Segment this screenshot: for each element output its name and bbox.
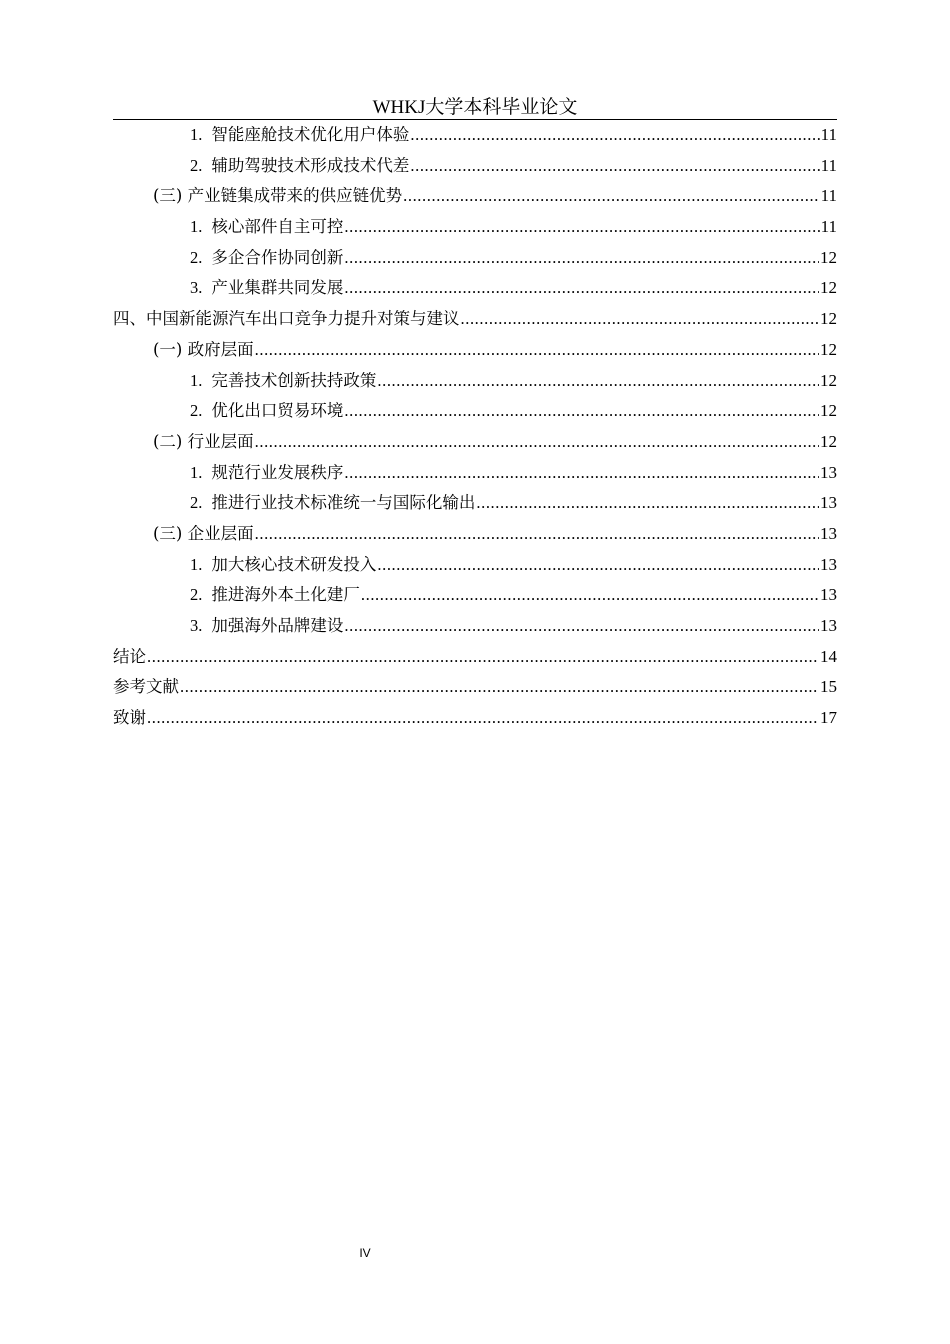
toc-entry[interactable] bbox=[113, 611, 837, 642]
toc-entry[interactable] bbox=[113, 519, 837, 550]
toc-entry-title: 产业集群共同发展 bbox=[211, 278, 344, 298]
toc-dot-leader bbox=[344, 212, 819, 243]
toc-entry-title: (三) 企业层面 bbox=[153, 523, 254, 543]
header-prefix: WHKJ bbox=[372, 97, 426, 118]
toc-entry-title: 加强海外品牌建设 bbox=[211, 616, 344, 635]
toc-dot-leader bbox=[403, 181, 820, 212]
toc-entry[interactable] bbox=[113, 212, 837, 243]
toc-entry-title: 规范行业发展秩序 bbox=[211, 462, 344, 482]
toc-dot-leader bbox=[476, 488, 819, 519]
toc-entry-page: 12 bbox=[820, 339, 837, 359]
toc-entry-title: 核心部件自主可控 bbox=[211, 217, 344, 237]
toc-entry-number: 2. bbox=[190, 155, 203, 175]
toc-entry-page: 14 bbox=[820, 646, 837, 666]
toc-entry[interactable] bbox=[113, 550, 837, 581]
toc-entry-page: 12 bbox=[820, 278, 837, 298]
header-title: 大学本科毕业论文 bbox=[425, 96, 578, 118]
toc-entry[interactable] bbox=[113, 396, 837, 427]
toc-entry-title: 致谢 bbox=[113, 708, 146, 728]
toc-entry-title: 多企合作协同创新 bbox=[211, 247, 344, 267]
toc-dot-leader bbox=[255, 519, 819, 550]
toc-dot-leader bbox=[255, 335, 819, 366]
toc-dot-leader bbox=[377, 550, 819, 581]
toc-dot-leader bbox=[147, 642, 819, 673]
toc-entry-number: 2. bbox=[190, 401, 203, 421]
page-header bbox=[113, 95, 837, 120]
toc-dot-leader bbox=[344, 611, 819, 642]
toc-entry-number: 2. bbox=[190, 247, 203, 267]
toc-entry[interactable] bbox=[113, 458, 837, 489]
toc-entry-title: 四、中国新能源汽车出口竞争力提升对策与建议 bbox=[113, 309, 460, 329]
toc-entry[interactable] bbox=[113, 304, 837, 335]
toc-dot-leader bbox=[344, 273, 819, 304]
toc-entry-page: 17 bbox=[820, 708, 837, 728]
toc-entry-number: 3. bbox=[190, 278, 203, 298]
toc-dot-leader bbox=[410, 151, 819, 182]
toc-entry-page: 15 bbox=[820, 677, 837, 697]
toc-entry-page: 11 bbox=[820, 125, 837, 144]
toc-entry-number: 1. bbox=[190, 125, 203, 144]
toc-dot-leader bbox=[461, 304, 820, 335]
toc-entry-title: 参考文献 bbox=[113, 677, 179, 697]
toc-entry-number: 1. bbox=[190, 554, 203, 574]
toc-dot-leader bbox=[255, 427, 819, 458]
toc-entry[interactable] bbox=[113, 672, 837, 703]
toc-entry-number: 1. bbox=[190, 217, 203, 237]
toc-entry-title: 推进行业技术标准统一与国际化输出 bbox=[211, 493, 476, 513]
toc-entry[interactable] bbox=[113, 273, 837, 304]
toc-dot-leader bbox=[344, 243, 819, 274]
toc-entry-page: 12 bbox=[820, 431, 837, 451]
table-of-contents bbox=[113, 120, 837, 734]
toc-entry-title: 辅助驾驶技术形成技术代差 bbox=[211, 155, 410, 175]
toc-dot-leader bbox=[180, 672, 819, 703]
toc-dot-leader bbox=[361, 580, 819, 611]
toc-entry-number: 3. bbox=[190, 616, 203, 635]
toc-entry[interactable] bbox=[113, 335, 837, 366]
toc-entry[interactable] bbox=[113, 366, 837, 397]
toc-entry-page: 12 bbox=[820, 370, 837, 390]
toc-dot-leader bbox=[344, 396, 819, 427]
toc-entry[interactable] bbox=[113, 120, 837, 151]
toc-entry-number: 1. bbox=[190, 370, 203, 390]
toc-entry-title: 优化出口贸易环境 bbox=[211, 401, 344, 421]
toc-entry-page: 11 bbox=[820, 155, 837, 175]
page-number: IV bbox=[359, 1246, 371, 1260]
toc-entry-number: 2. bbox=[190, 493, 203, 513]
toc-entry-page: 13 bbox=[820, 585, 837, 605]
toc-entry[interactable] bbox=[113, 243, 837, 274]
toc-entry-page: 13 bbox=[820, 462, 837, 482]
toc-dot-leader bbox=[377, 366, 819, 397]
toc-entry-number: 1. bbox=[190, 462, 203, 482]
toc-entry-page: 12 bbox=[820, 247, 837, 267]
toc-entry[interactable] bbox=[113, 580, 837, 611]
toc-entry-page: 13 bbox=[820, 616, 837, 635]
toc-entry-page: 13 bbox=[820, 523, 837, 543]
toc-entry-title: 加大核心技术研发投入 bbox=[211, 554, 377, 574]
toc-entry-page: 12 bbox=[820, 309, 837, 329]
toc-entry-title: 完善技术创新扶持政策 bbox=[211, 370, 377, 390]
toc-entry[interactable] bbox=[113, 427, 837, 458]
toc-entry-number: 2. bbox=[190, 585, 203, 605]
toc-entry-title: (二) 行业层面 bbox=[153, 431, 254, 451]
toc-entry-title: (三) 产业链集成带来的供应链优势 bbox=[153, 186, 403, 206]
toc-entry-page: 12 bbox=[820, 401, 837, 421]
toc-entry-page: 13 bbox=[820, 493, 837, 513]
toc-dot-leader bbox=[344, 458, 819, 489]
toc-entry[interactable] bbox=[113, 488, 837, 519]
toc-entry-page: 13 bbox=[820, 554, 837, 574]
toc-entry-page: 11 bbox=[820, 217, 837, 237]
toc-entry-title: (一) 政府层面 bbox=[153, 339, 254, 359]
toc-dot-leader bbox=[147, 703, 819, 734]
toc-dot-leader bbox=[410, 120, 819, 151]
toc-entry-page: 11 bbox=[820, 186, 837, 206]
toc-entry-title: 结论 bbox=[113, 646, 146, 666]
toc-entry-title: 智能座舱技术优化用户体验 bbox=[211, 125, 410, 144]
toc-entry-title: 推进海外本土化建厂 bbox=[211, 585, 360, 605]
toc-entry[interactable] bbox=[113, 181, 837, 212]
toc-entry[interactable] bbox=[113, 151, 837, 182]
toc-entry[interactable] bbox=[113, 703, 837, 734]
toc-entry[interactable] bbox=[113, 642, 837, 673]
